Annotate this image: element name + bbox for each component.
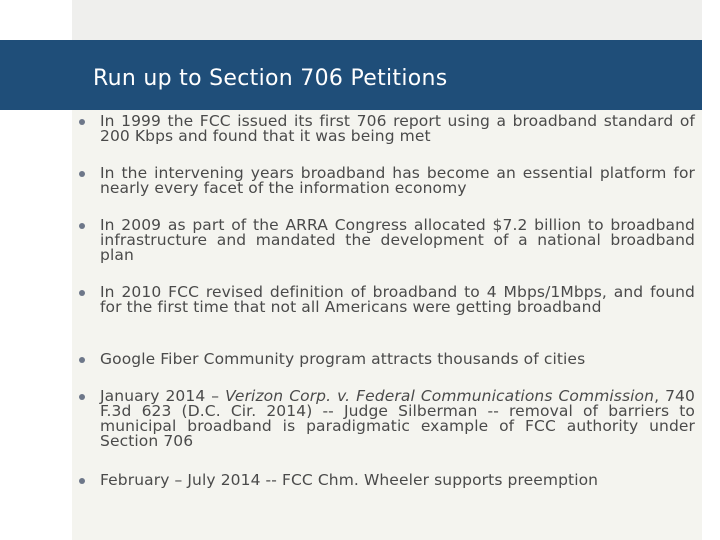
bullet-text-suffix: , 740 F.3d 623 (D.C. Cir. 2014) -- Judge Silberman -- removal of barriers to municipal broadband is paradigmatic example of FCC authority under Section 706 xyxy=(100,387,695,450)
bullet-text: In 2009 as part of the ARRA Congress allocated $7.2 billion to broadband infrastructure and mandated the development of a national broadband plan xyxy=(100,216,695,264)
bullet-dot-icon xyxy=(79,394,85,400)
bullet-text: Google Fiber Community program attracts thousands of cities xyxy=(100,350,586,368)
bullet-text xyxy=(100,389,695,449)
bullet-text: In the intervening years broadband has become an essential platform for nearly every facet of the information economy xyxy=(100,164,695,197)
bullet-dot-icon xyxy=(79,290,85,296)
bullet-dot-icon xyxy=(79,171,85,177)
slide-title: Run up to Section 706 Petitions xyxy=(93,66,448,91)
bullet-text-prefix: January 2014 – xyxy=(100,387,226,405)
bullet-text: In 2010 FCC revised definition of broadband to 4 Mbps/1Mbps, and found for the first time that not all Americans were getting broadband xyxy=(100,283,695,316)
case-name: Verizon Corp. v. Federal Communications Commission xyxy=(225,387,655,405)
bullet-dot-icon xyxy=(79,478,85,484)
bullet-text: February – July 2014 -- FCC Chm. Wheeler supports preemption xyxy=(100,471,599,489)
bullet-text: In 1999 the FCC issued its first 706 report using a broadband standard of 200 Kbps and found that it was being met xyxy=(100,112,695,145)
bullet-dot-icon xyxy=(79,223,85,229)
bullet-dot-icon xyxy=(79,357,85,363)
bullet-dot-icon xyxy=(79,119,85,125)
